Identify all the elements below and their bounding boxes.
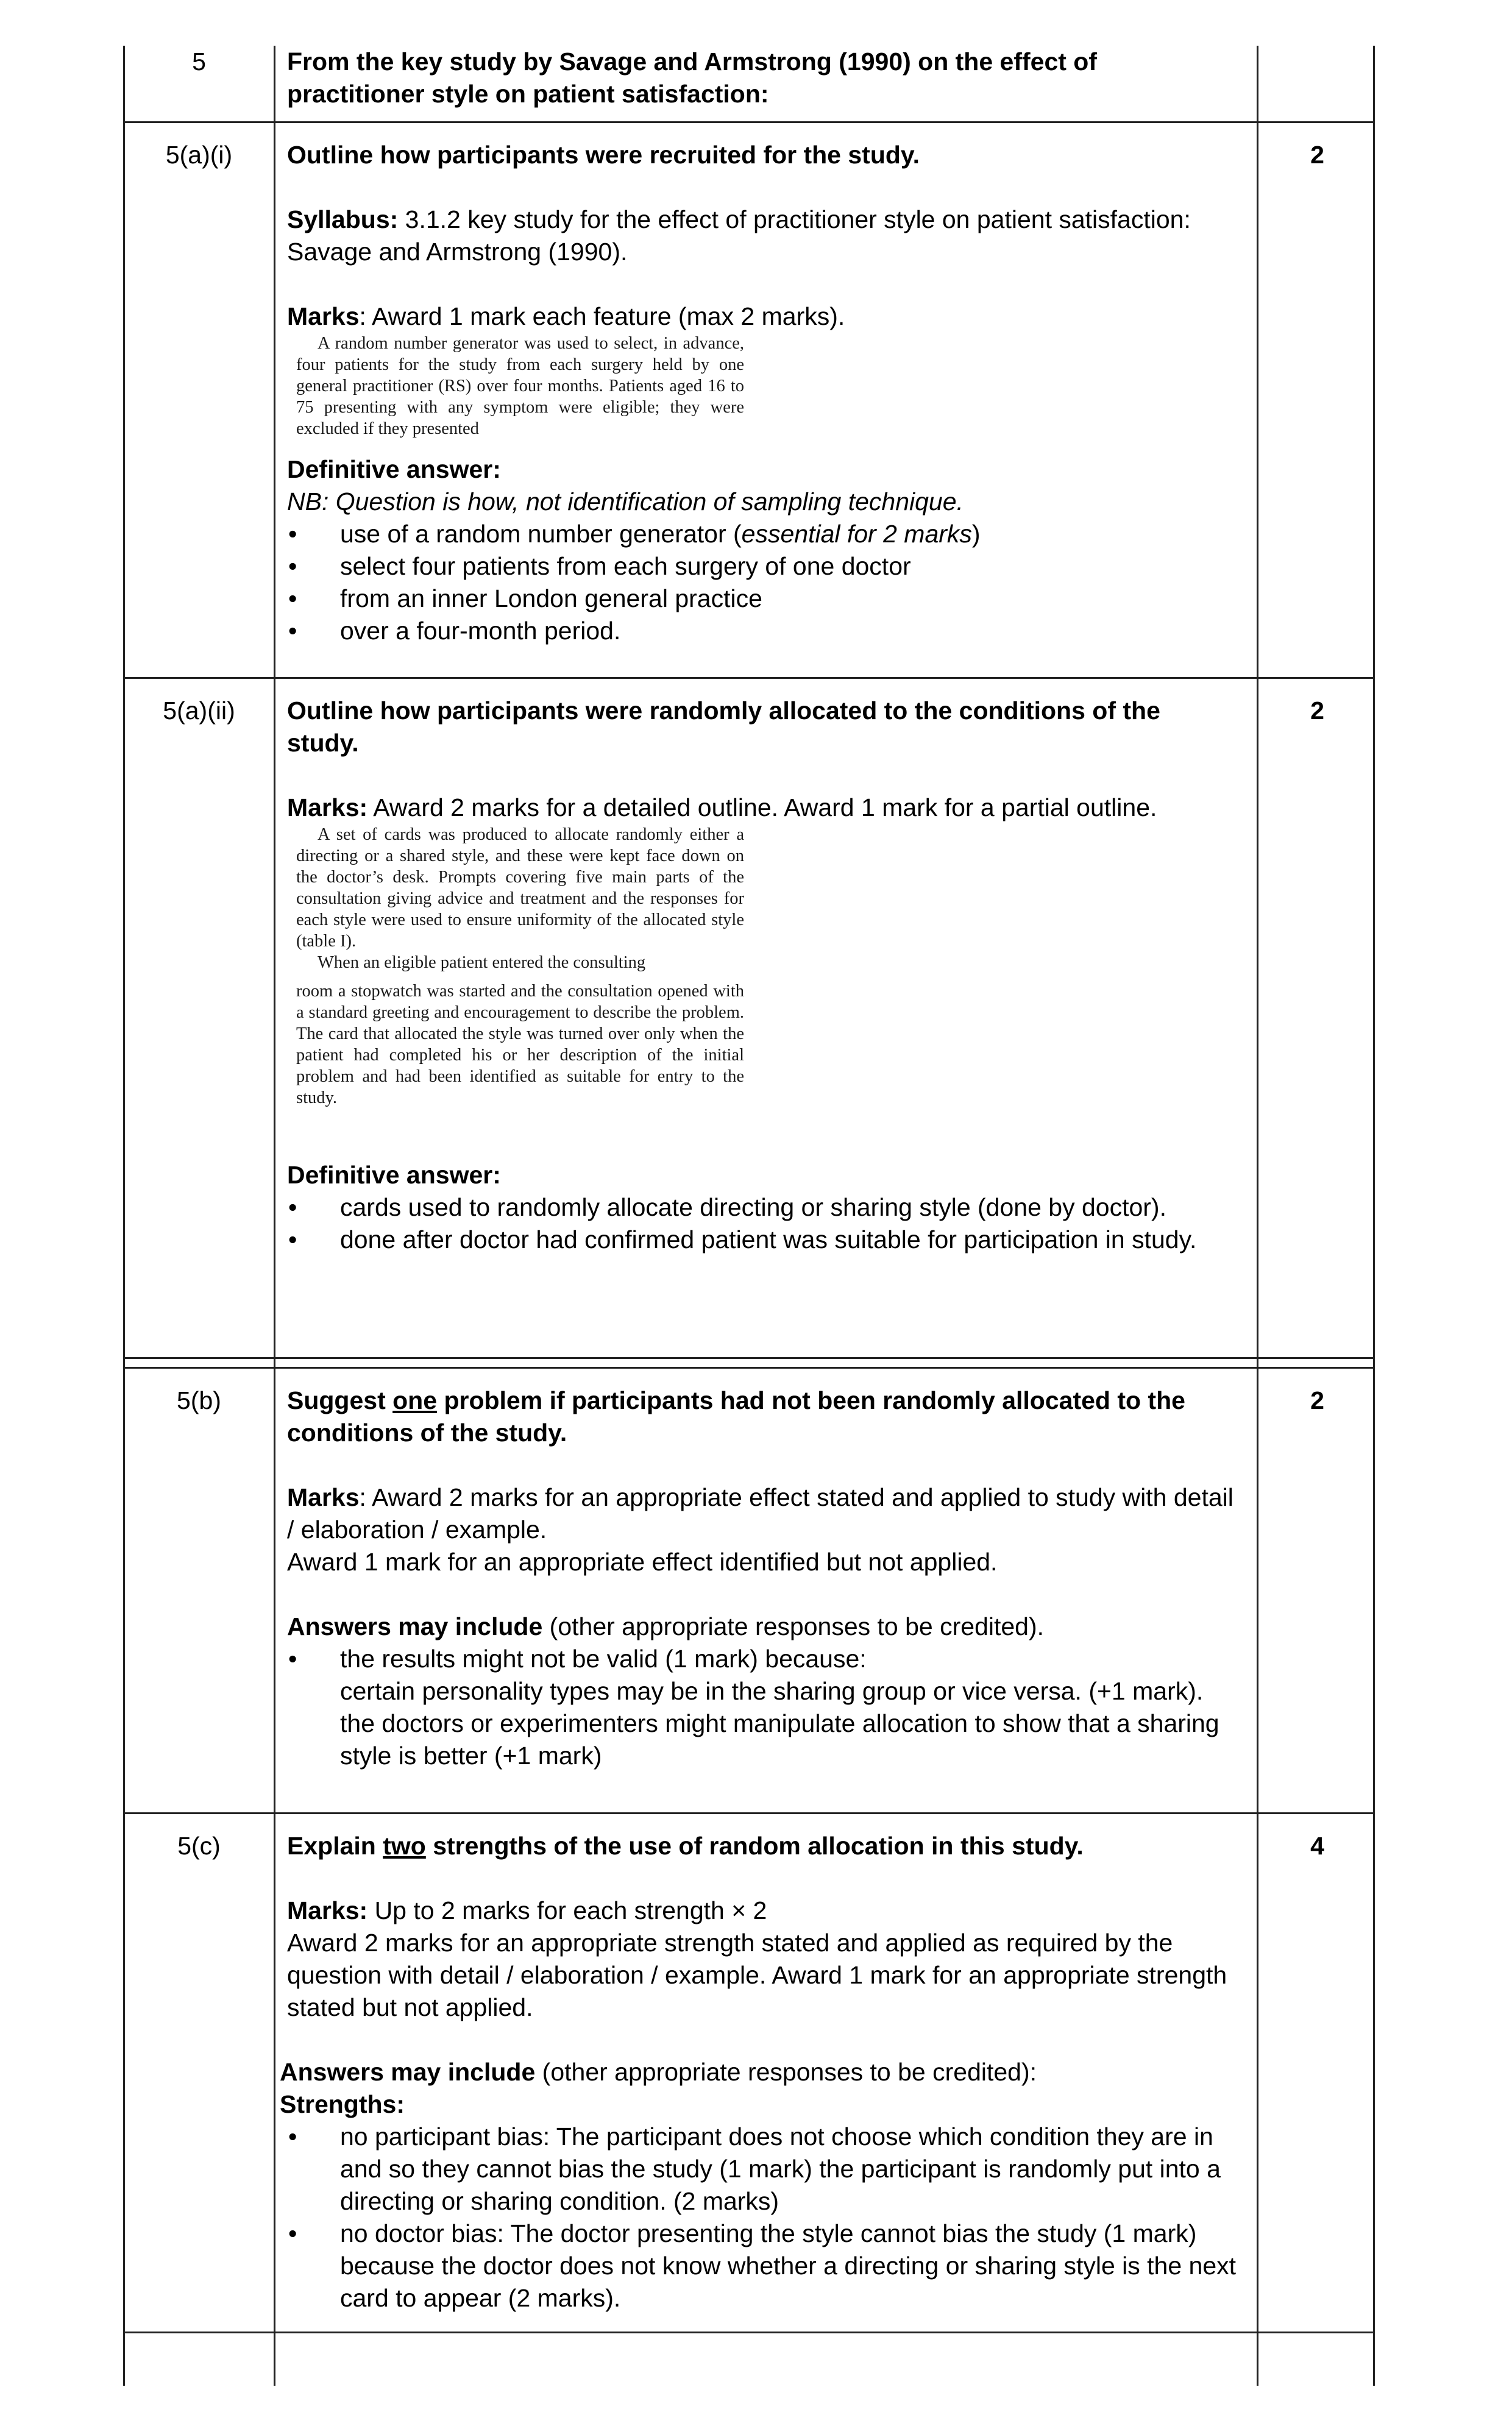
answers-label: Answers may include — [280, 2058, 536, 2086]
question-cell — [280, 1830, 1238, 2314]
answer-list — [287, 2121, 1238, 2314]
list-item-text: use of a random number generator ( — [340, 520, 742, 548]
row-divider — [123, 121, 1375, 123]
question-number: 5(a)(i) — [165, 141, 233, 169]
marks-guidance — [287, 1481, 1238, 1546]
sub-point: the doctors or experimenters might manipulate allocation to show that a sharing style is better (+1 mark) — [340, 1709, 1219, 1770]
marks-label: Marks: — [287, 1896, 368, 1924]
question-text-part: problem if participants had not been randomly allocated to the conditions of the study. — [287, 1386, 1185, 1447]
marks-label: Marks — [287, 1483, 360, 1511]
excerpt-text: A random number generator was used to select, in advance, four patients for the study from each surgery held by one general practitioner (RS) over four months. Patients aged 16 to 75 presenting with any symptom were eligible; they were excluded if they presented — [296, 334, 744, 438]
answers-intro — [280, 2056, 1238, 2088]
answers-intro — [287, 1611, 1238, 1643]
question-cell — [287, 139, 1238, 647]
study-excerpt — [296, 824, 744, 1159]
list-item: • done after doctor had confirmed patient was suitable for participation in study. — [287, 1224, 1238, 1256]
question-emphasis: one — [392, 1386, 438, 1414]
question-text: Outline how participants were randomly allocated to the conditions of the study. — [287, 697, 1160, 757]
list-item — [287, 518, 1238, 550]
excerpt-text: When an eligible patient entered the consulting — [318, 953, 646, 972]
list-item: • the results might not be valid (1 mark) because: — [287, 1643, 1238, 1675]
strengths-heading: Strengths: — [280, 2090, 405, 2118]
syllabus-line — [287, 204, 1238, 268]
answer-list — [287, 1191, 1238, 1256]
question-cell — [287, 1385, 1238, 1772]
answers-label: Answers may include — [287, 1612, 543, 1640]
question-number: 5(a)(ii) — [163, 697, 235, 725]
marks-guidance-2: Award 1 mark for an appropriate effect identified but not applied. — [287, 1548, 998, 1576]
marks-text: Up to 2 marks for each strength × 2 — [367, 1896, 767, 1924]
marks-cell — [1262, 139, 1373, 171]
question-number: 5(b) — [177, 1386, 221, 1414]
list-item: • select four patients from each surgery of one doctor — [287, 550, 1238, 583]
list-item: • no participant bias: The participant does not choose which condition they are in and so they cannot bias the study (1 mark) the participant is randomly put into a directing or sharing condition. (2 marks) — [287, 2121, 1238, 2218]
marks-text: Award 2 marks for a detailed outline. Award 1 mark for a partial outline. — [367, 793, 1157, 821]
list-item: • from an inner London general practice — [287, 583, 1238, 615]
question-cell — [287, 695, 1238, 1256]
marks-label: Marks: — [287, 793, 368, 821]
list-item: • over a four-month period. — [287, 615, 1238, 647]
row-divider — [123, 1367, 1375, 1369]
marks-value: 2 — [1310, 1386, 1324, 1414]
marks-text: : Award 2 marks for an appropriate effect stated and applied to study with detail / elaboration / example. — [287, 1483, 1233, 1544]
marks-value: 2 — [1310, 697, 1324, 725]
marks-value: 2 — [1310, 141, 1324, 169]
answer-heading: Definitive answer: — [287, 455, 501, 483]
marks-label: Marks — [287, 302, 360, 330]
table-border-left — [123, 46, 125, 2386]
excerpt-text: room a stopwatch was started and the consultation opened with a standard greeting and encouragement to describe the problem. The card that allocated the style was turned over only when the patient had completed his or her description of the initial problem and had been identified as suitable for entry to the study. — [296, 982, 744, 1107]
marks-value: 4 — [1310, 1832, 1324, 1860]
row-divider — [123, 1357, 1375, 1359]
syllabus-text: 3.1.2 key study for the effect of practitioner style on patient satisfaction: Savage and Armstrong (1990). — [287, 205, 1191, 266]
marks-guidance — [287, 792, 1238, 824]
question-text — [287, 1830, 1238, 1862]
question-number: 5(c) — [177, 1832, 221, 1860]
list-item-text: ) — [971, 520, 981, 548]
row-divider — [123, 1812, 1375, 1814]
answer-list — [287, 1643, 1238, 1675]
question-stem: From the key study by Savage and Armstrong (1990) on the effect of practitioner style on patient satisfaction: — [287, 48, 1097, 108]
study-excerpt — [296, 333, 744, 453]
nb-note: NB: Question is how, not identification of sampling technique. — [287, 488, 964, 516]
row-divider — [123, 677, 1375, 679]
answer-heading: Definitive answer: — [287, 1161, 501, 1189]
marks-guidance — [287, 1895, 1238, 1927]
marks-text: : Award 1 mark each feature (max 2 marks). — [359, 302, 845, 330]
marks-guidance-2: Award 2 marks for an appropriate strength stated and applied as required by the question with detail / elaboration / example. Award 1 mark for an appropriate strength stated but not applied. — [287, 1929, 1227, 2021]
table-divider-marks — [1257, 46, 1258, 2386]
marks-cell — [1262, 695, 1373, 727]
marks-cell — [1262, 1830, 1373, 1862]
question-text-part: strengths of the use of random allocation in this study. — [425, 1832, 1084, 1860]
list-item-emphasis: essential for 2 marks — [741, 520, 972, 548]
table-divider-question — [274, 46, 275, 2386]
sub-point: certain personality types may be in the sharing group or vice versa. (+1 mark). — [340, 1677, 1204, 1705]
question-text-part: Explain — [287, 1832, 383, 1860]
list-item: • cards used to randomly allocate directing or sharing style (done by doctor). — [287, 1191, 1238, 1224]
marks-guidance — [287, 300, 1238, 333]
list-item: • no doctor bias: The doctor presenting the style cannot bias the study (1 mark) because the doctor does not know whether a directing or sharing style is the next card to appear (2 marks). — [287, 2218, 1238, 2314]
excerpt-text: A set of cards was produced to allocate randomly either a directing or a shared style, and these were kept face down on the doctor’s desk. Prompts covering five main parts of the consultation giving advice and treatment and the responses for each style were used to ensure uniformity of the allocated style (table I). — [296, 825, 744, 951]
marks-cell — [1262, 1385, 1373, 1417]
answers-text: (other appropriate responses to be credited): — [535, 2058, 1037, 2086]
question-number: 5 — [192, 48, 206, 76]
question-text — [287, 1385, 1238, 1449]
question-emphasis: two — [383, 1832, 426, 1860]
question-text: Outline how participants were recruited for the study. — [287, 141, 920, 169]
row-divider — [123, 2332, 1375, 2333]
answers-text: (other appropriate responses to be credited). — [542, 1612, 1045, 1640]
table-border-right — [1373, 46, 1375, 2386]
answer-list — [287, 518, 1238, 647]
syllabus-label: Syllabus: — [287, 205, 399, 233]
question-text-part: Suggest — [287, 1386, 393, 1414]
